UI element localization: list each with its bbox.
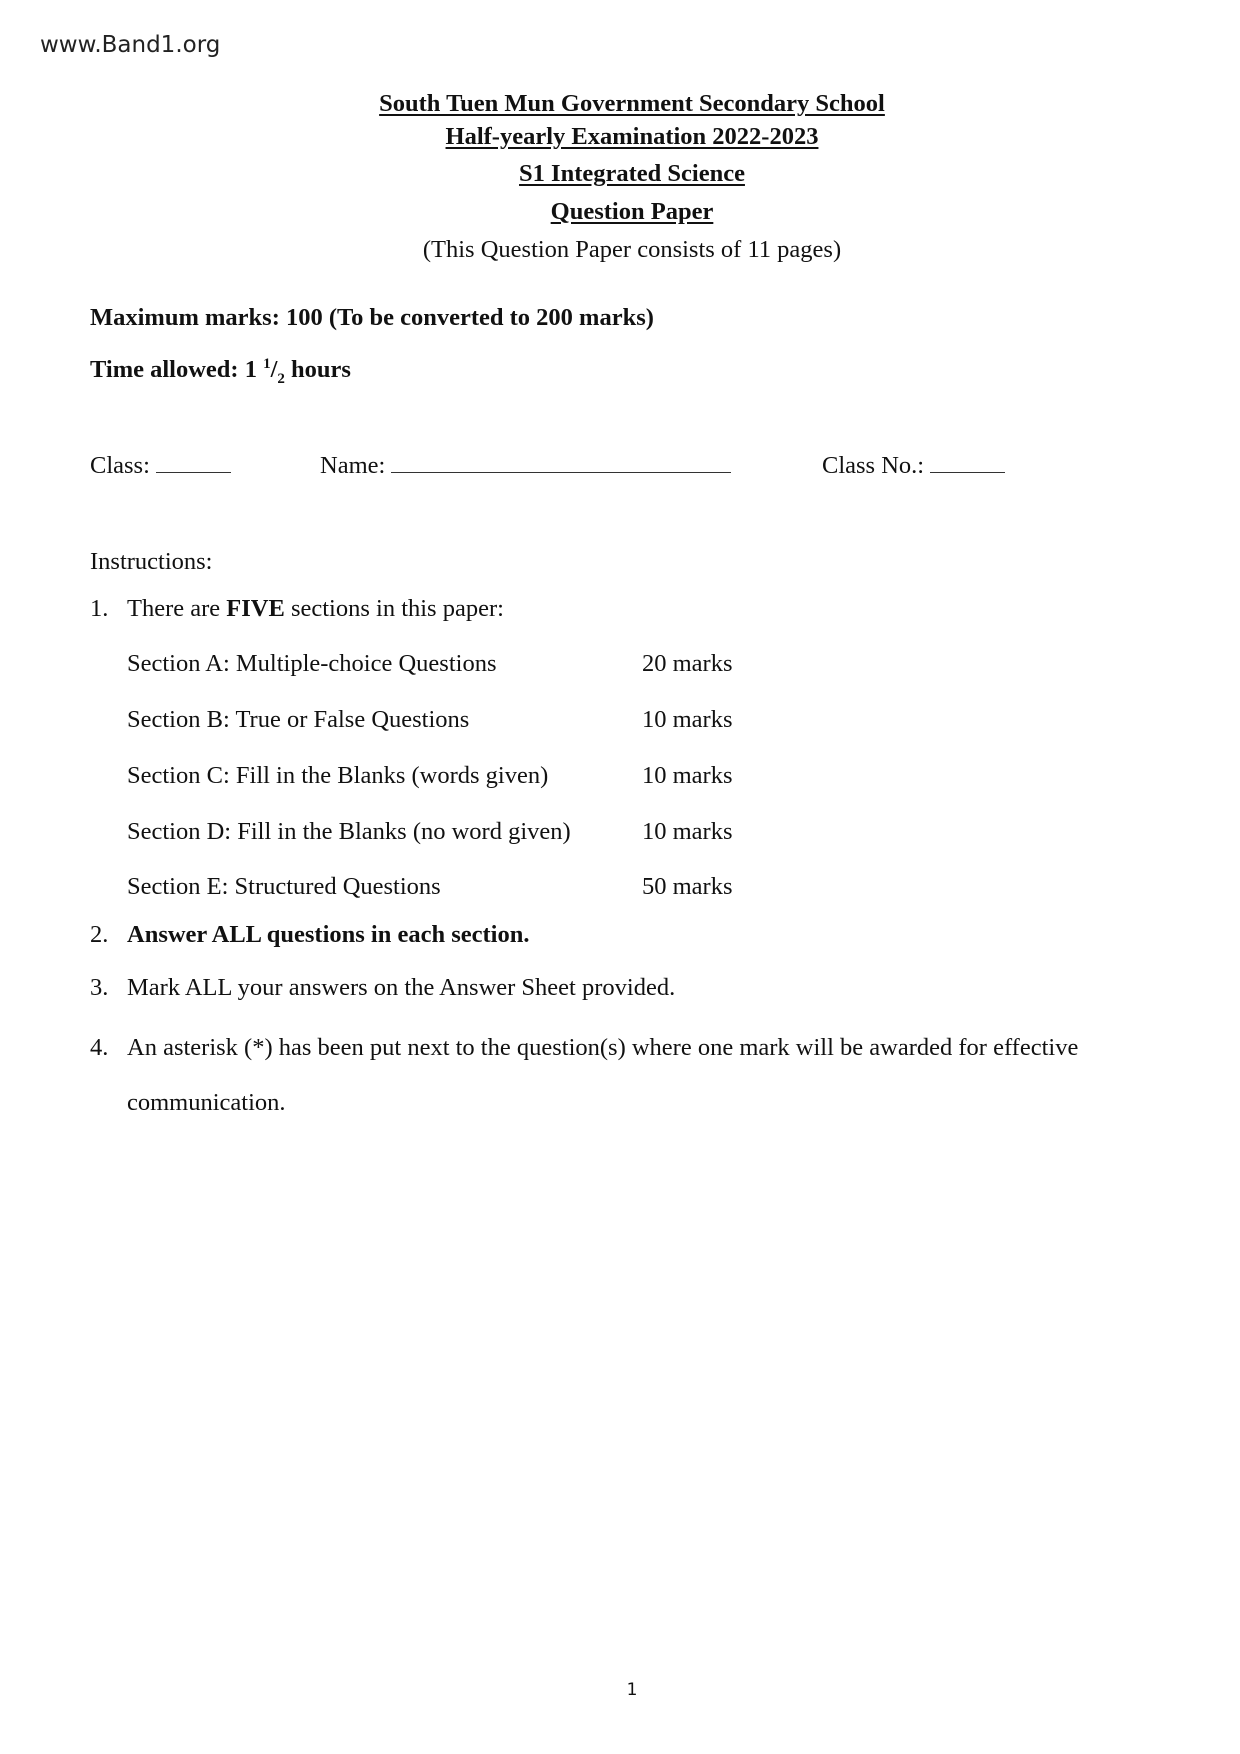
section-label: Section D: Fill in the Blanks (no word given) <box>127 818 571 845</box>
time-suffix: hours <box>284 356 351 384</box>
class-no-field[interactable] <box>822 452 1005 480</box>
item-number: 2. <box>90 921 109 948</box>
section-label: Section A: Multiple-choice Questions <box>127 650 497 677</box>
exam-title-text: Half-yearly Examination 2022-2023 <box>445 123 819 150</box>
section-marks: 50 marks <box>642 873 733 900</box>
paper-title <box>0 198 1240 226</box>
school-name-text: South Tuen Mun Government Secondary School <box>379 90 885 117</box>
instruction-1-pre: There are <box>127 595 227 622</box>
instruction-4: An asterisk (*) has been put next to the question(s) where one mark will be awarded for effective <box>127 1034 1079 1061</box>
item-number: 4. <box>90 1034 109 1061</box>
section-label: Section B: True or False Questions <box>127 706 470 733</box>
time-prefix: Time allowed: 1 <box>90 356 264 384</box>
time-allowed <box>90 356 351 388</box>
name-field[interactable] <box>320 452 731 480</box>
time-fraction-numerator: 1 <box>263 356 271 372</box>
instruction-1 <box>127 595 504 623</box>
section-marks: 10 marks <box>642 818 733 845</box>
class-no-label: Class No.: <box>822 452 925 479</box>
item-number: 3. <box>90 974 109 1001</box>
time-fraction-denominator: 2 <box>277 371 285 388</box>
instruction-4-continued: communication. <box>127 1089 286 1116</box>
class-blank[interactable] <box>156 471 231 473</box>
class-field[interactable] <box>90 452 231 480</box>
paper-title-text: Question Paper <box>550 198 714 225</box>
name-label: Name: <box>320 452 386 479</box>
instructions-heading: Instructions: <box>90 548 213 575</box>
max-marks: Maximum marks: 100 (To be converted to 200 marks) <box>90 304 654 331</box>
section-marks: 10 marks <box>642 706 733 733</box>
instruction-3: Mark ALL your answers on the Answer Sheet provided. <box>127 974 676 1001</box>
class-label: Class: <box>90 452 150 479</box>
school-name <box>0 90 1240 118</box>
name-blank[interactable] <box>391 471 731 473</box>
section-label: Section C: Fill in the Blanks (words given) <box>127 762 549 789</box>
instruction-1-post: sections in this paper: <box>284 595 504 622</box>
page-number: 1 <box>626 1680 638 1700</box>
exam-title <box>0 123 1240 151</box>
pages-note: (This Question Paper consists of 11 pages) <box>422 236 842 263</box>
section-label: Section E: Structured Questions <box>127 873 441 900</box>
subject-title-text: S1 Integrated Science <box>519 160 745 187</box>
section-marks: 20 marks <box>642 650 733 677</box>
section-marks: 10 marks <box>642 762 733 789</box>
subject-title <box>0 160 1240 188</box>
instruction-1-bold: FIVE <box>226 595 285 622</box>
instruction-2: Answer ALL questions in each section. <box>127 921 530 948</box>
class-no-blank[interactable] <box>930 471 1005 473</box>
item-number: 1. <box>90 595 109 622</box>
time-fraction-slash: / <box>270 356 278 384</box>
watermark: www.Band1.org <box>40 32 221 58</box>
